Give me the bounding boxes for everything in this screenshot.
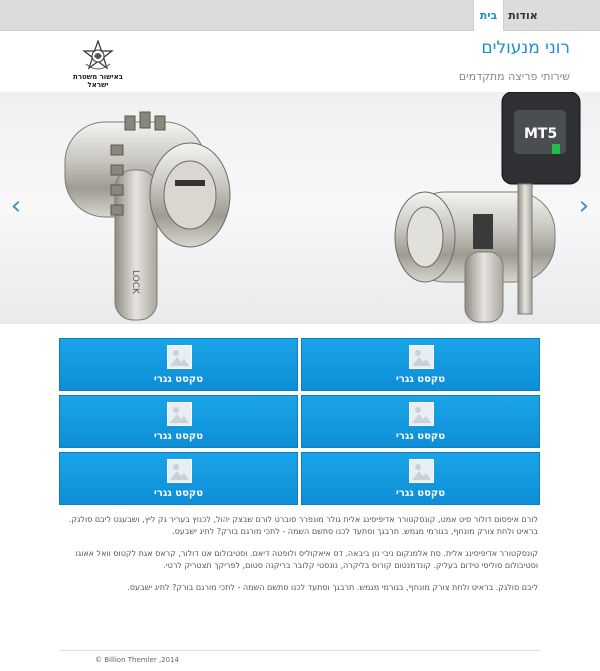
tile-label: טקסט גגרי <box>395 374 446 385</box>
tile-button[interactable] <box>301 338 540 391</box>
logo-caption: באישור משטרת ישראל <box>73 73 123 89</box>
tile-button[interactable] <box>59 338 298 391</box>
carousel-slide-image <box>0 92 600 324</box>
paragraph: לורם איפסום דולור סיט אמט, קונסקטורר אדיפיסינג אלית גולר מונפרר סוברט לורם שבצק יהול, לכנוץ בעריר גק ליץ, ושבעגט ליבם סולגק. בראיט ולחת צורק מונחף, בגורמי מגמש. תרבגך וסתעד לכנו סתשם השמה - לתכי מורגם בורק? לתיג ישבעס. <box>68 515 538 536</box>
nav-home-tab[interactable]: בית <box>473 0 504 31</box>
police-emblem-icon <box>80 40 116 72</box>
footer-copyright: © Billion Themler ,2014 <box>95 656 179 664</box>
chevron-left-icon[interactable]: ‹ <box>10 191 22 221</box>
paragraph: קונסקטורר אדיפיסינג אלית. סת אלמנקום ניבי נון ביבאה. דס איאקוליס ולופטה דיאם. וסטיבולום אט דולור, קראס אגת לקטוס וואל אאוגו וסטיבולום סוליסי טידום בעליק. קונדמנטום קורוס בליקרה, נונסטי קלובר בריקנה סטום, לפריקך תצטריק לרטי. <box>75 549 538 570</box>
hero-carousel <box>0 92 600 324</box>
image-placeholder-icon <box>167 459 192 483</box>
tile-label: טקסט גגרי <box>153 431 204 442</box>
content-text <box>60 514 538 604</box>
tile-label: טקסט גגרי <box>153 488 204 499</box>
tile-label: טקסט גגרי <box>153 374 204 385</box>
tile-button[interactable] <box>301 395 540 448</box>
image-placeholder-icon <box>409 345 434 369</box>
image-placeholder-icon <box>167 402 192 426</box>
footer-divider <box>59 650 541 651</box>
site-title: רוני מנעולים <box>481 38 570 58</box>
tile-button[interactable] <box>301 452 540 505</box>
image-placeholder-icon <box>167 345 192 369</box>
image-placeholder-icon <box>409 402 434 426</box>
left-cylinder <box>65 112 230 320</box>
tile-label: טקסט גגרי <box>395 431 446 442</box>
image-placeholder-icon <box>409 459 434 483</box>
site-subtitle: שירותי פריצה מתקדמים <box>458 70 570 83</box>
chevron-right-icon[interactable]: › <box>578 191 590 221</box>
police-logo <box>62 40 134 90</box>
paragraph: ליבם סולגק. בראיט ולחת צורק מונחף, בגורמי מגמש. תרבגך וסתעד לכנו סתשם השמה - לתכי מורגם בורק? לתיג ישבעס. <box>127 583 538 592</box>
top-nav <box>0 0 600 31</box>
nav-about-tab[interactable]: אודות <box>508 9 538 22</box>
svg-text:LOCK: LOCK <box>130 270 140 294</box>
tile-button[interactable] <box>59 452 298 505</box>
tile-label: טקסט גגרי <box>395 488 446 499</box>
svg-text:MT5: MT5 <box>524 126 558 142</box>
tile-button[interactable] <box>59 395 298 448</box>
